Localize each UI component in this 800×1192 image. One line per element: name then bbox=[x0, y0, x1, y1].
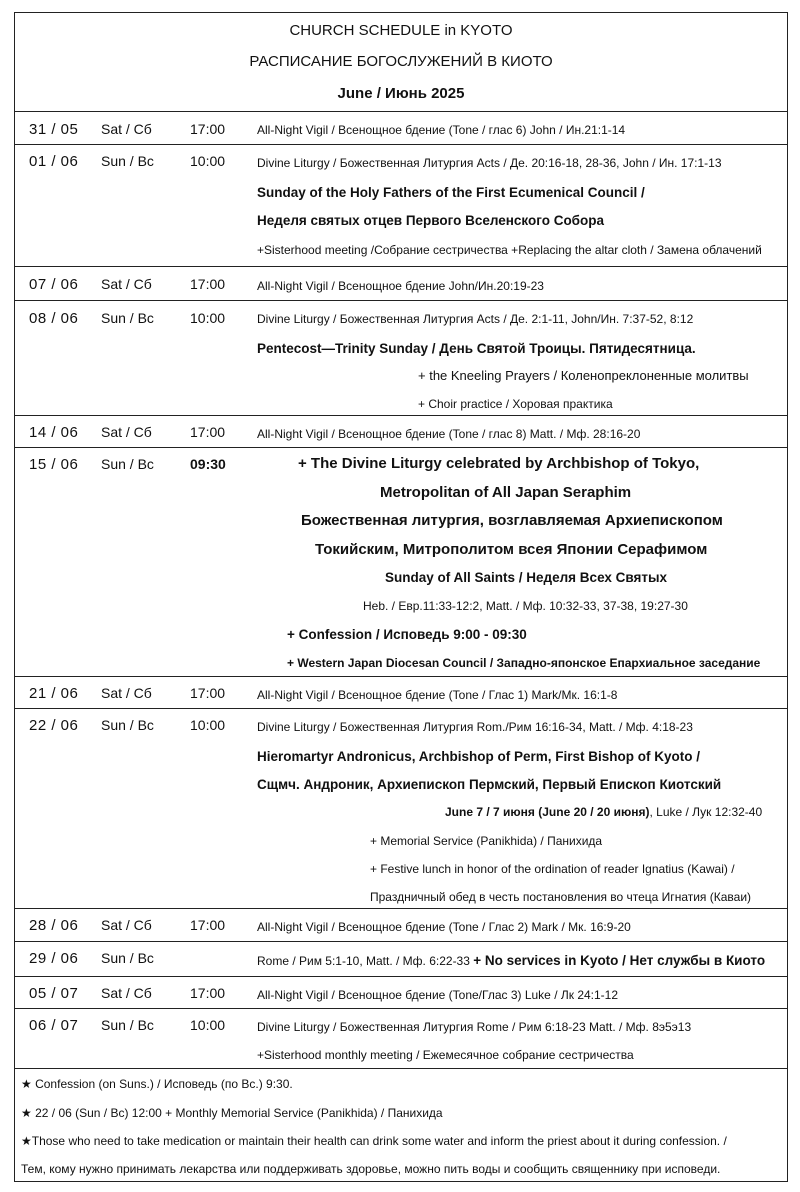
row-day: Sun / Вс bbox=[101, 310, 154, 326]
row-time: 17:00 bbox=[190, 985, 226, 1001]
row-time: 10:00 bbox=[190, 310, 226, 326]
row-day: Sat / Сб bbox=[101, 685, 152, 701]
row-time: 10:00 bbox=[190, 717, 226, 733]
row-service: All-Night Vigil / Всенощное бдение (Tone/Глас 3) Luke / Лк 24:1-12 bbox=[257, 988, 619, 1002]
special-line-3: Божественная литургия, возглавляемая Архиепископом bbox=[301, 512, 723, 529]
footer-note: ★Those who need to take medication or maintain their health can drink some water and inform the priest about it during confession. / bbox=[21, 1134, 727, 1148]
row-service: All-Night Vigil / Всенощное бдение (Tone / глас 6) John / Ин.21:1-14 bbox=[257, 123, 626, 137]
feast-title-en: Sunday of the Holy Fathers of the First Ecumenical Council / bbox=[257, 185, 645, 200]
row-date: 15 / 06 bbox=[29, 456, 79, 473]
row-service: All-Night Vigil / Всенощное бдение John/Ин.20:19-23 bbox=[257, 279, 544, 293]
footer-note: Тем, кому нужно принимать лекарства или поддерживать здоровье, можно пить воды и сообщить священнику при исповеди. bbox=[21, 1162, 721, 1176]
row-date: 05 / 07 bbox=[29, 985, 79, 1002]
row-time: 17:00 bbox=[190, 276, 226, 292]
row-time: 17:00 bbox=[190, 917, 226, 933]
row-date: 06 / 07 bbox=[29, 1017, 79, 1034]
row-date: 08 / 06 bbox=[29, 310, 79, 327]
row-day: Sat / Сб bbox=[101, 121, 152, 137]
schedule-header bbox=[15, 13, 787, 112]
row-note: + Memorial Service (Panikhida) / Панихида bbox=[370, 834, 603, 848]
row-service: All-Night Vigil / Всенощное бдение (Tone / глас 8) Matt. / Мф. 28:16-20 bbox=[257, 427, 641, 441]
confession-note: + Confession / Исповедь 9:00 - 09:30 bbox=[287, 627, 527, 642]
row-day: Sun / Вс bbox=[101, 1017, 154, 1033]
row-day: Sun / Вс bbox=[101, 950, 154, 966]
row-date: 22 / 06 bbox=[29, 717, 79, 734]
row-note: + Choir practice / Хоровая практика bbox=[418, 397, 613, 411]
schedule-row bbox=[15, 677, 787, 709]
row-date: 14 / 06 bbox=[29, 424, 79, 441]
feast-title: Pentecost—Trinity Sunday / День Святой Троицы. Пятидесятница. bbox=[257, 341, 696, 356]
commemoration-dates bbox=[445, 805, 762, 819]
row-date: 28 / 06 bbox=[29, 917, 79, 934]
row-time: 17:00 bbox=[190, 685, 226, 701]
row-date: 07 / 06 bbox=[29, 276, 79, 293]
row-date: 01 / 06 bbox=[29, 153, 79, 170]
row-readings: Rome / Рим 5:1-10, Matt. / Мф. 6:22-33 bbox=[257, 954, 474, 968]
row-time: 09:30 bbox=[190, 456, 226, 472]
row-note: + Festive lunch in honor of the ordination of reader Ignatius (Kawai) / bbox=[370, 862, 735, 876]
row-note: Праздничный обед в честь постановления во чтеца Игнатия (Каваи) bbox=[370, 890, 752, 904]
row-date: 31 / 05 bbox=[29, 121, 79, 138]
footer-note: ★ 22 / 06 (Sun / Вс) 12:00 + Monthly Memorial Service (Panikhida) / Панихида bbox=[21, 1106, 443, 1120]
schedule-row bbox=[15, 267, 787, 301]
row-date: 21 / 06 bbox=[29, 685, 79, 702]
commemoration-reading: , Luke / Лук 12:32-40 bbox=[649, 805, 763, 819]
row-day: Sat / Сб bbox=[101, 276, 152, 292]
no-services-note: + No services in Kyoto / Нет службы в Киото bbox=[473, 953, 766, 968]
row-day: Sun / Вс bbox=[101, 456, 154, 472]
schedule-row bbox=[15, 145, 787, 267]
commemoration-date-bold: June 7 / 7 июня (June 20 / 20 июня) bbox=[445, 805, 650, 819]
schedule-row bbox=[15, 942, 787, 977]
special-line-2: Metropolitan of All Japan Seraphim bbox=[380, 484, 632, 501]
row-service: Divine Liturgy / Божественная Литургия Acts / Де. 2:1-11, John/Ин. 7:37-52, 8:12 bbox=[257, 312, 694, 326]
row-service: All-Night Vigil / Всенощное бдение (Tone / Глас 1) Mark/Мк. 16:1-8 bbox=[257, 688, 618, 702]
special-line-1: + The Divine Liturgy celebrated by Archbishop of Tokyo, bbox=[298, 455, 700, 472]
row-service: Divine Liturgy / Божественная Литургия Rom./Рим 16:16-34, Matt. / Мф. 4:18-23 bbox=[257, 720, 693, 734]
row-service: All-Night Vigil / Всенощное бдение (Tone / Глас 2) Mark / Мк. 16:9-20 bbox=[257, 920, 631, 934]
row-day: Sun / Вс bbox=[101, 717, 154, 733]
special-line-4: Токийским, Митрополитом всея Японии Серафимом bbox=[315, 541, 708, 558]
row-service bbox=[257, 953, 765, 968]
council-note: + Western Japan Diocesan Council / Западно-японское Епархиальное заседание bbox=[287, 656, 761, 670]
row-day: Sat / Сб bbox=[101, 985, 152, 1001]
feast-title-en: Hieromartyr Andronicus, Archbishop of Perm, First Bishop of Kyoto / bbox=[257, 749, 701, 764]
row-day: Sun / Вс bbox=[101, 153, 154, 169]
row-service: Divine Liturgy / Божественная Литургия Rome / Рим 6:18-23 Matt. / Мф. 8э5э13 bbox=[257, 1020, 692, 1034]
schedule-frame bbox=[14, 12, 788, 1182]
row-date: 29 / 06 bbox=[29, 950, 79, 967]
month-title: June / Июнь 2025 bbox=[337, 85, 465, 102]
row-time: 17:00 bbox=[190, 424, 226, 440]
feast-title: Sunday of All Saints / Неделя Всех Святых bbox=[385, 570, 668, 585]
row-note: + the Kneeling Prayers / Коленопреклоненные молитвы bbox=[418, 368, 749, 383]
row-service: Divine Liturgy / Божественная Литургия Acts / Де. 20:16-18, 28-36, John / Ин. 17:1-13 bbox=[257, 156, 722, 170]
schedule-row bbox=[15, 112, 787, 145]
schedule-row bbox=[15, 709, 787, 909]
row-time: 17:00 bbox=[190, 121, 226, 137]
row-note: +Sisterhood meeting /Собрание сестричества +Replacing the altar cloth / Замена облачений bbox=[257, 243, 762, 257]
feast-title-ru: Неделя святых отцев Первого Вселенского Собора bbox=[257, 213, 605, 228]
schedule-row bbox=[15, 909, 787, 942]
row-time: 10:00 bbox=[190, 153, 226, 169]
schedule-row bbox=[15, 301, 787, 416]
schedule-row bbox=[15, 977, 787, 1009]
row-day: Sat / Сб bbox=[101, 917, 152, 933]
schedule-row bbox=[15, 448, 787, 677]
footer-note: ★ Confession (on Suns.) / Исповедь (по Вс.) 9:30. bbox=[21, 1077, 293, 1091]
schedule-row bbox=[15, 1009, 787, 1069]
row-time: 10:00 bbox=[190, 1017, 226, 1033]
schedule-row bbox=[15, 416, 787, 448]
row-readings: Heb. / Евр.11:33-12:2, Matt. / Мф. 10:32-33, 37-38, 19:27-30 bbox=[363, 599, 688, 613]
title-ru: РАСПИСАНИЕ БОГОСЛУЖЕНИЙ В КИОТО bbox=[249, 53, 553, 70]
feast-title-ru: Сщмч. Андроник, Архиепископ Пермский, Первый Епископ Киотский bbox=[257, 777, 722, 792]
title-en: CHURCH SCHEDULE in KYOTO bbox=[289, 22, 513, 39]
row-day: Sat / Сб bbox=[101, 424, 152, 440]
row-note: +Sisterhood monthly meeting / Ежемесячное собрание сестричества bbox=[257, 1048, 634, 1062]
